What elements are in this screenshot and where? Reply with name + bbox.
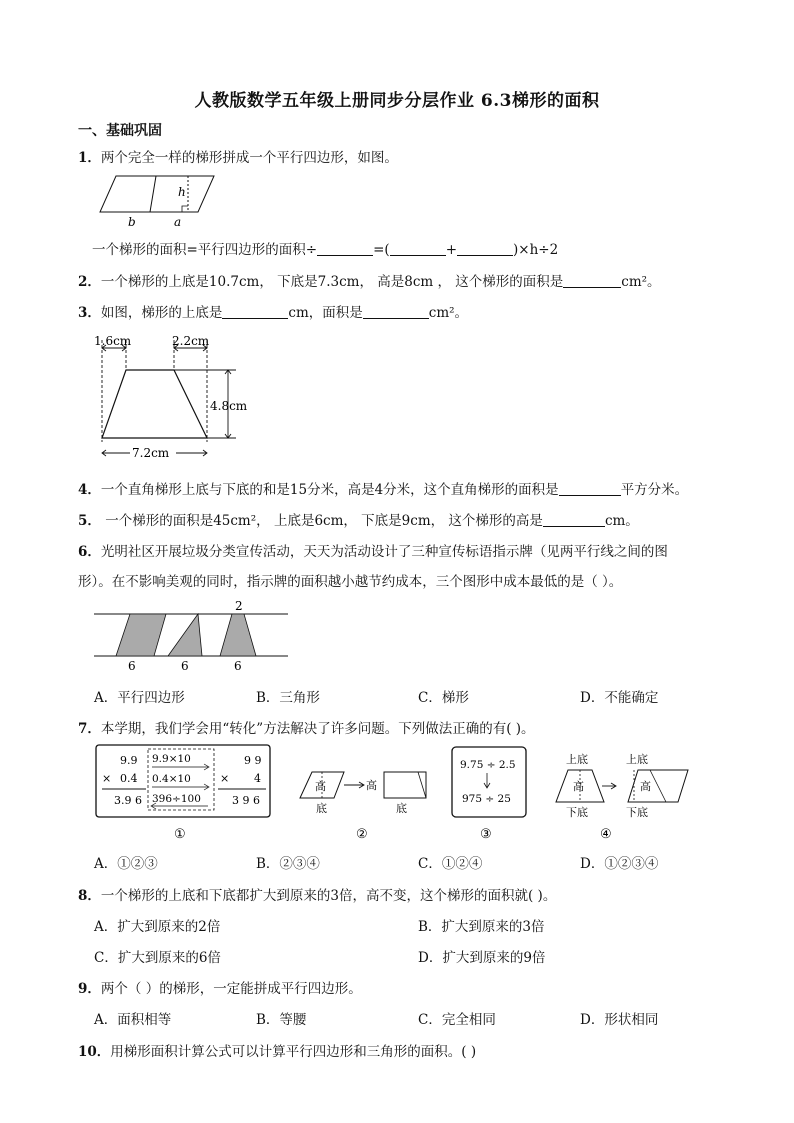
trapezoid-figure bbox=[90, 330, 260, 465]
answer-blank[interactable] bbox=[563, 273, 621, 288]
question-text: 用梯形面积计算公式可以计算平行四边形和三角形的面积。( ) bbox=[110, 1044, 477, 1060]
label-base-1: 6 bbox=[128, 659, 136, 673]
question-text: 一个梯形的上底和下底都扩大到原来的3倍，高不变，这个梯形的面积就( )。 bbox=[100, 888, 557, 904]
option-a[interactable]: A．平行四边形 bbox=[94, 690, 185, 706]
unit-text: 平方分米。 bbox=[620, 482, 689, 498]
option-d[interactable]: D．不能确定 bbox=[580, 690, 659, 706]
question-7 bbox=[78, 717, 535, 737]
question-text: 两个完全一样的梯形拼成一个平行四边形，如图。 bbox=[100, 150, 398, 166]
question-number: 9． bbox=[78, 981, 101, 997]
figure-2 bbox=[300, 772, 426, 842]
page-title: 人教版数学五年级上册同步分层作业 6.3梯形的面积 bbox=[194, 91, 600, 111]
question-text: 两个（ ）的梯形，一定能拼成平行四边形。 bbox=[100, 981, 362, 997]
section-heading: 一、基础巩固 bbox=[78, 123, 162, 139]
option-c[interactable]: C．扩大到原来的6倍 bbox=[94, 950, 221, 966]
question-text: cm²。 bbox=[428, 305, 469, 321]
question-number: 3． bbox=[78, 305, 101, 321]
question-3 bbox=[78, 301, 468, 321]
unit-text: cm。 bbox=[604, 513, 639, 529]
unit-text: cm²。 bbox=[621, 274, 661, 290]
question-number: 7． bbox=[78, 721, 101, 737]
option-d[interactable]: D．①②③④ bbox=[580, 856, 659, 872]
formula-text: 一个梯形的面积=平行四边形的面积÷ bbox=[92, 242, 318, 258]
option-c[interactable]: C．完全相同 bbox=[418, 1012, 496, 1028]
answer-blank[interactable] bbox=[222, 304, 288, 319]
conversion-methods-figure bbox=[94, 742, 694, 844]
answer-blank[interactable] bbox=[559, 481, 621, 496]
question-4 bbox=[78, 478, 688, 498]
figure-4 bbox=[556, 752, 688, 842]
fig1-text: 4 bbox=[254, 772, 261, 785]
label-b: b bbox=[128, 215, 136, 229]
question-text: 如图，梯形的上底是 bbox=[100, 305, 223, 321]
label-2: ② bbox=[356, 827, 368, 842]
fig2-text: 高 bbox=[315, 780, 326, 793]
q1-formula bbox=[92, 238, 558, 258]
label-base-2: 6 bbox=[181, 659, 189, 673]
option-c[interactable]: C．①②④ bbox=[418, 856, 483, 872]
question-5 bbox=[78, 509, 639, 529]
option-b[interactable]: B．扩大到原来的3倍 bbox=[418, 919, 545, 935]
question-8 bbox=[78, 884, 556, 904]
label-7-2cm: 7.2cm bbox=[132, 446, 170, 460]
label-top-2: 2 bbox=[235, 599, 243, 613]
question-number: 1． bbox=[78, 150, 101, 166]
answer-blank[interactable] bbox=[457, 241, 513, 256]
question-9 bbox=[78, 977, 362, 997]
question-text: 一个梯形的面积是45cm²， 上底是6cm， 下底是9cm， 这个梯形的高是 bbox=[100, 513, 543, 529]
question-1 bbox=[78, 146, 398, 166]
formula-text: + bbox=[445, 242, 458, 258]
fig1-text: 9.9 bbox=[120, 754, 138, 767]
label-h: h bbox=[178, 185, 186, 199]
answer-blank[interactable] bbox=[543, 512, 605, 527]
fig2-text: 高 bbox=[366, 779, 377, 792]
fig4-text: 高 bbox=[573, 780, 584, 793]
fig1-text: 0.4 bbox=[120, 772, 138, 785]
question-text: 一个梯形的上底是10.7cm， 下底是7.3cm， 高是8cm ， 这个梯形的面积是 bbox=[100, 274, 564, 290]
figure-1 bbox=[96, 745, 270, 842]
question-number: 10． bbox=[78, 1044, 111, 1060]
option-b[interactable]: B．等腰 bbox=[256, 1012, 307, 1028]
question-10 bbox=[78, 1040, 476, 1060]
option-d[interactable]: D．扩大到原来的9倍 bbox=[418, 950, 546, 966]
fig4-text: 下底 bbox=[626, 806, 648, 819]
option-b[interactable]: B．②③④ bbox=[256, 856, 320, 872]
fig1-text: 9.9×10 bbox=[152, 753, 191, 765]
question-number: 6． bbox=[78, 544, 101, 560]
label-4-8cm: 4.8cm bbox=[210, 399, 248, 413]
fig1-text: 0.4×10 bbox=[152, 773, 191, 785]
fig1-text: 3.9 6 bbox=[114, 794, 142, 807]
parallelogram-figure bbox=[98, 172, 220, 230]
answer-blank[interactable] bbox=[390, 241, 446, 256]
question-text: 光明社区开展垃圾分类宣传活动，天天为活动设计了三种宣传标语指示牌（见两平行线之间的图 bbox=[100, 544, 668, 560]
option-a[interactable]: A．扩大到原来的2倍 bbox=[94, 919, 221, 935]
label-a: a bbox=[174, 215, 182, 229]
fig1-text: 396÷100 bbox=[152, 793, 201, 805]
option-b[interactable]: B．三角形 bbox=[256, 690, 320, 706]
fig4-text: 上底 bbox=[626, 753, 648, 766]
question-text: 一个直角梯形上底与下底的和是15分米，高是4分米，这个直角梯形的面积是 bbox=[100, 482, 559, 498]
option-d[interactable]: D．形状相同 bbox=[580, 1012, 659, 1028]
label-2-2cm: 2.2cm bbox=[172, 334, 210, 348]
fig3-text: 9.75 ÷ 2.5 bbox=[460, 759, 516, 771]
formula-text: )×h÷2 bbox=[513, 242, 559, 258]
option-c[interactable]: C．梯形 bbox=[418, 690, 469, 706]
fig1-text: × bbox=[102, 772, 112, 785]
option-a[interactable]: A．①②③ bbox=[94, 856, 158, 872]
label-4: ④ bbox=[600, 827, 612, 842]
formula-text: =( bbox=[373, 242, 390, 258]
label-1-6cm: 1.6cm bbox=[94, 334, 132, 348]
question-number: 5． bbox=[78, 513, 101, 529]
question-6-line2: 形）。在不影响美观的同时，指示牌的面积越小越节约成本，三个图形中成本最低的是（ ）。 bbox=[78, 574, 623, 590]
label-3: ③ bbox=[480, 827, 492, 842]
question-number: 2． bbox=[78, 274, 101, 290]
fig4-text: 上底 bbox=[566, 753, 588, 766]
label-base-3: 6 bbox=[234, 659, 242, 673]
figure-3 bbox=[452, 747, 526, 842]
fig1-text: 3 9 6 bbox=[232, 794, 260, 807]
fig4-text: 高 bbox=[640, 780, 651, 793]
answer-blank[interactable] bbox=[317, 241, 373, 256]
question-6 bbox=[78, 540, 668, 560]
question-text: 本学期，我们学会用“转化”方法解决了许多问题。下列做法正确的有( )。 bbox=[100, 721, 535, 737]
fig1-text: 9 9 bbox=[244, 754, 262, 767]
fig4-text: 下底 bbox=[566, 806, 588, 819]
fig3-text: 975 ÷ 25 bbox=[462, 793, 511, 805]
answer-blank[interactable] bbox=[363, 304, 429, 319]
question-text: cm，面积是 bbox=[288, 305, 363, 321]
option-a[interactable]: A．面积相等 bbox=[94, 1012, 172, 1028]
fig2-text: 底 bbox=[316, 802, 327, 815]
question-number: 8． bbox=[78, 888, 101, 904]
fig1-text: × bbox=[220, 772, 230, 785]
label-1: ① bbox=[174, 827, 186, 842]
sign-shapes-figure bbox=[92, 598, 292, 676]
fig2-text: 底 bbox=[396, 802, 407, 815]
question-2 bbox=[78, 270, 661, 290]
question-number: 4． bbox=[78, 482, 101, 498]
